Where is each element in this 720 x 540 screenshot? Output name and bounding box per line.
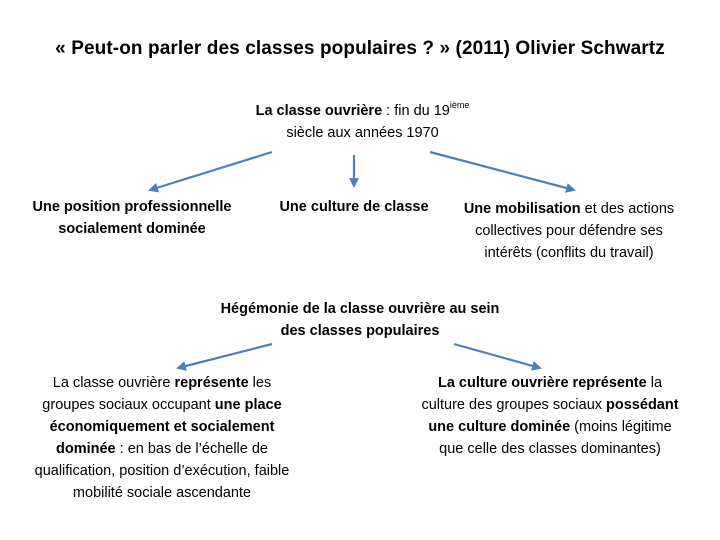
arrow-to-bottom-left xyxy=(178,344,272,368)
bottom-right-bold2: représente xyxy=(572,375,647,391)
top-node-text: : fin du 19 xyxy=(382,103,450,119)
bottom-right-rest2: (moins légitime que celle des classes dominantes) xyxy=(439,419,672,457)
branch-mobilisation-bold: Une mobilisation xyxy=(463,201,581,217)
top-node-line2: siècle aux années 1970 xyxy=(286,125,439,141)
bottom-left-mid: les groupes sociaux occupant xyxy=(42,375,272,413)
branch-mobilisation xyxy=(455,198,683,264)
bottom-left-bold1: représente xyxy=(174,375,249,391)
bottom-right-bold1: La culture ouvrière xyxy=(437,375,569,391)
branch-mobilisation-text: et des actions collectives pour défendre ses intérêts (conflits du travail) xyxy=(475,201,675,261)
bottom-left-rest: : en bas de l’échelle de qualification, position d’exécution, faible mobilité sociale ascendante xyxy=(34,441,290,501)
arrow-to-position xyxy=(150,152,272,190)
branch-culture: Une culture de classe xyxy=(279,199,429,215)
bottom-left-pre: La classe ouvrière xyxy=(52,375,175,391)
hegemony-node: Hégémonie de la classe ouvrière au sein des classes populaires xyxy=(220,301,500,339)
bottom-right-rest1: la culture des groupes sociaux xyxy=(421,375,663,413)
bottom-left-bold2: une place économiquement et socialement dominée xyxy=(49,397,282,457)
top-node xyxy=(230,100,495,144)
top-node-sup: ième xyxy=(449,100,470,110)
branch-position: Une position professionnelle socialement dominée xyxy=(32,199,232,237)
top-node-bold: La classe ouvrière xyxy=(255,103,383,119)
bottom-right-bold3: possédant une culture dominée xyxy=(428,397,679,435)
bottom-left-node xyxy=(28,372,296,504)
arrow-to-bottom-right xyxy=(454,344,540,368)
bottom-right-node xyxy=(420,372,680,460)
page-title: « Peut-on parler des classes populaires ? » (2011) Olivier Schwartz xyxy=(55,38,665,59)
arrow-to-mobilisation xyxy=(430,152,574,190)
